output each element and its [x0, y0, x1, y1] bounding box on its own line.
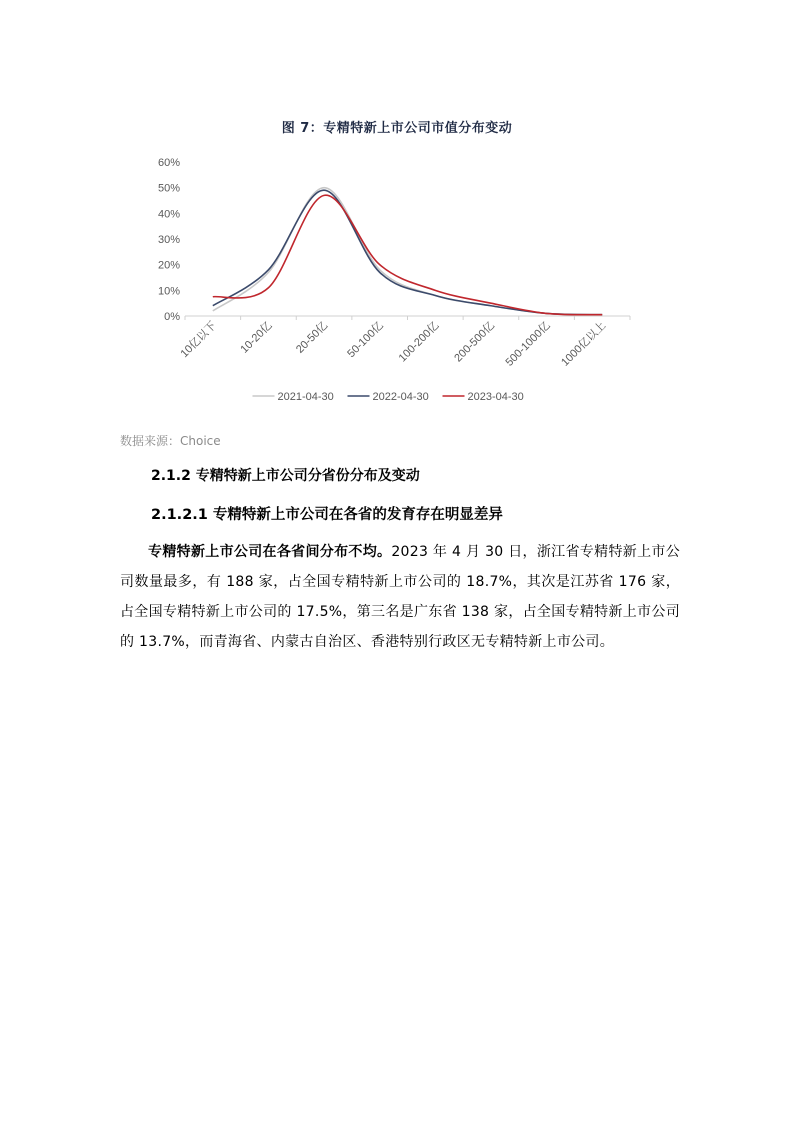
subsection-heading: 2.1.2.1 专精特新上市公司在各省的发育存在明显差异: [151, 507, 503, 523]
figure-title: 图 7：专精特新上市公司市值分布变动: [281, 121, 513, 136]
y-tick-label: 60%: [157, 157, 180, 169]
y-tick-label: 10%: [157, 285, 180, 298]
series-lines: [213, 188, 602, 315]
chart-legend: [253, 391, 524, 403]
paragraph-lead: 专精特新上市公司在各省间分布不均。: [148, 544, 392, 560]
y-tick-label: 0%: [164, 311, 180, 323]
x-tick-label: 50-100亿: [345, 319, 386, 361]
series-line-2021-04-30: [213, 188, 602, 315]
section-heading: 2.1.2 专精特新上市公司分省份分布及变动: [151, 468, 420, 484]
y-tick-label: 30%: [157, 234, 180, 246]
x-tick-label: 500-1000亿: [503, 319, 553, 369]
y-tick-label: 50%: [157, 182, 180, 195]
x-axis: [178, 316, 630, 369]
x-tick-label: 20-50亿: [294, 319, 331, 356]
y-tick-label: 40%: [157, 208, 180, 221]
y-axis: [158, 157, 180, 323]
y-tick-label: 20%: [157, 259, 180, 272]
x-tick-label: 10亿以下: [178, 319, 219, 361]
x-tick-label: 200-500亿: [452, 319, 498, 365]
legend-label: 2021-04-30: [277, 391, 334, 403]
x-tick-label: 100-200亿: [396, 319, 442, 365]
data-source: 数据来源：Choice: [120, 434, 221, 448]
legend-label: 2023-04-30: [467, 391, 524, 403]
legend-label: 2022-04-30: [372, 391, 429, 403]
x-tick-label: 10-20亿: [238, 319, 275, 356]
body-paragraph: [120, 537, 680, 657]
paragraph-body: 2023 年 4 月 30 日，浙江省专精特新上市公司数量最多，有 188 家，占全国专精特新上市公司的 18.7%，其次是江苏省 176 家，占全国专精特新上市公司的 17.5%，第三名是广东省 138 家，占全国专精特新上市公司的 13.7%，而青海省、内蒙古自治区、香港特别行政区无专精特新上市公司。: [120, 544, 680, 650]
series-line-2023-04-30: [213, 195, 602, 315]
market-cap-line-chart: [140, 148, 650, 418]
x-tick-label: 1000亿以上: [559, 319, 609, 369]
series-line-2022-04-30: [213, 190, 602, 314]
